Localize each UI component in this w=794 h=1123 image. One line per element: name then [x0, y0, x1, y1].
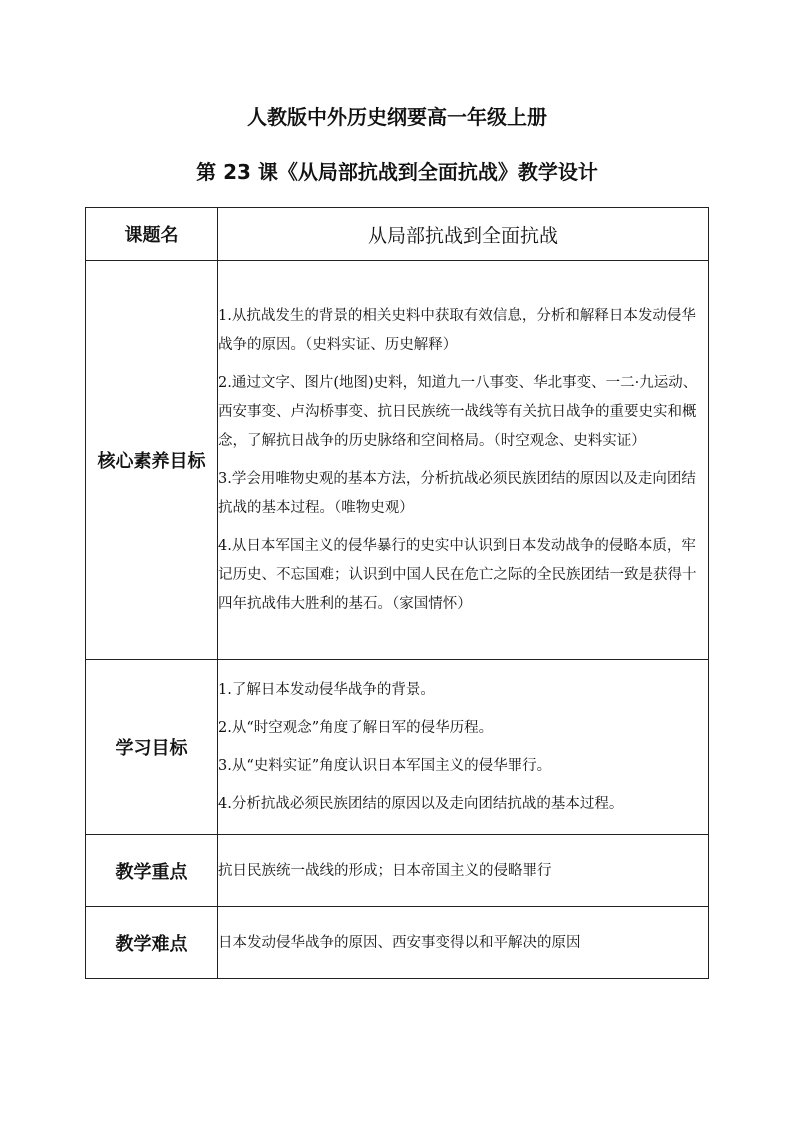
key-points-label: 教学重点: [86, 835, 218, 907]
table-row-difficulties: [86, 907, 709, 979]
difficulties-cell: [218, 907, 709, 979]
core-literacy-item: 4.从日本军国主义的侵华暴行的史实中认识到日本发动战争的侵略本质，牢记历史、不忘国难；认识到中国人民在危亡之际的全民族团结一致是获得十四年抗战伟大胜利的基石。（家国情怀）: [218, 537, 697, 612]
core-literacy-item: 2.通过文字、图片(地图)史料，知道九一八事变、华北事变、一二·九运动、西安事变、卢沟桥事变、抗日民族统一战线等有关抗日战争的重要史实和概念，了解抗日战争的历史脉络和空间格局。（时空观念、史料实证）: [218, 374, 698, 449]
core-literacy-content: [218, 261, 709, 660]
lesson-plan-table: [85, 207, 709, 979]
core-literacy-label: 核心素养目标: [86, 261, 218, 660]
learning-goals-label: 学习目标: [86, 660, 218, 835]
topic-value: 从局部抗战到全面抗战: [218, 208, 709, 261]
learning-goal-item: 1.了解日本发动侵华战争的背景。: [218, 681, 435, 698]
table-row-learning-goals: [86, 660, 709, 835]
lesson-title: 第 23 课《从局部抗战到全面抗战》教学设计: [196, 160, 598, 184]
table-row-topic: [86, 208, 709, 261]
key-points-cell: [218, 835, 709, 907]
learning-goal-item: 3.从“史料实证”角度认识日本军国主义的侵华罪行。: [218, 757, 552, 774]
difficulties-label: 教学难点: [86, 907, 218, 979]
learning-goal-item: 2.从“时空观念”角度了解日军的侵华历程。: [218, 719, 494, 736]
key-points-value: 抗日民族统一战线的形成；日本帝国主义的侵略罪行: [218, 862, 552, 879]
core-literacy-item: 3.学会用唯物史观的基本方法，分析抗战必须民族团结的原因以及走向团结抗战的基本过程。（唯物史观）: [218, 470, 696, 516]
learning-goals-content: [218, 660, 709, 835]
table-row-core-literacy: [86, 261, 709, 660]
table-row-key-points: [86, 835, 709, 907]
difficulties-value: 日本发动侵华战争的原因、西安事变得以和平解决的原因: [218, 934, 581, 951]
learning-goal-item: 4.分析抗战必须民族团结的原因以及走向团结抗战的基本过程。: [218, 795, 624, 812]
topic-label: 课题名: [86, 208, 218, 261]
document-title: 人教版中外历史纲要高一年级上册: [247, 105, 547, 129]
core-literacy-item: 1.从抗战发生的背景的相关史料中获取有效信息，分析和解释日本发动侵华战争的原因。（史料实证、历史解释）: [218, 307, 696, 353]
